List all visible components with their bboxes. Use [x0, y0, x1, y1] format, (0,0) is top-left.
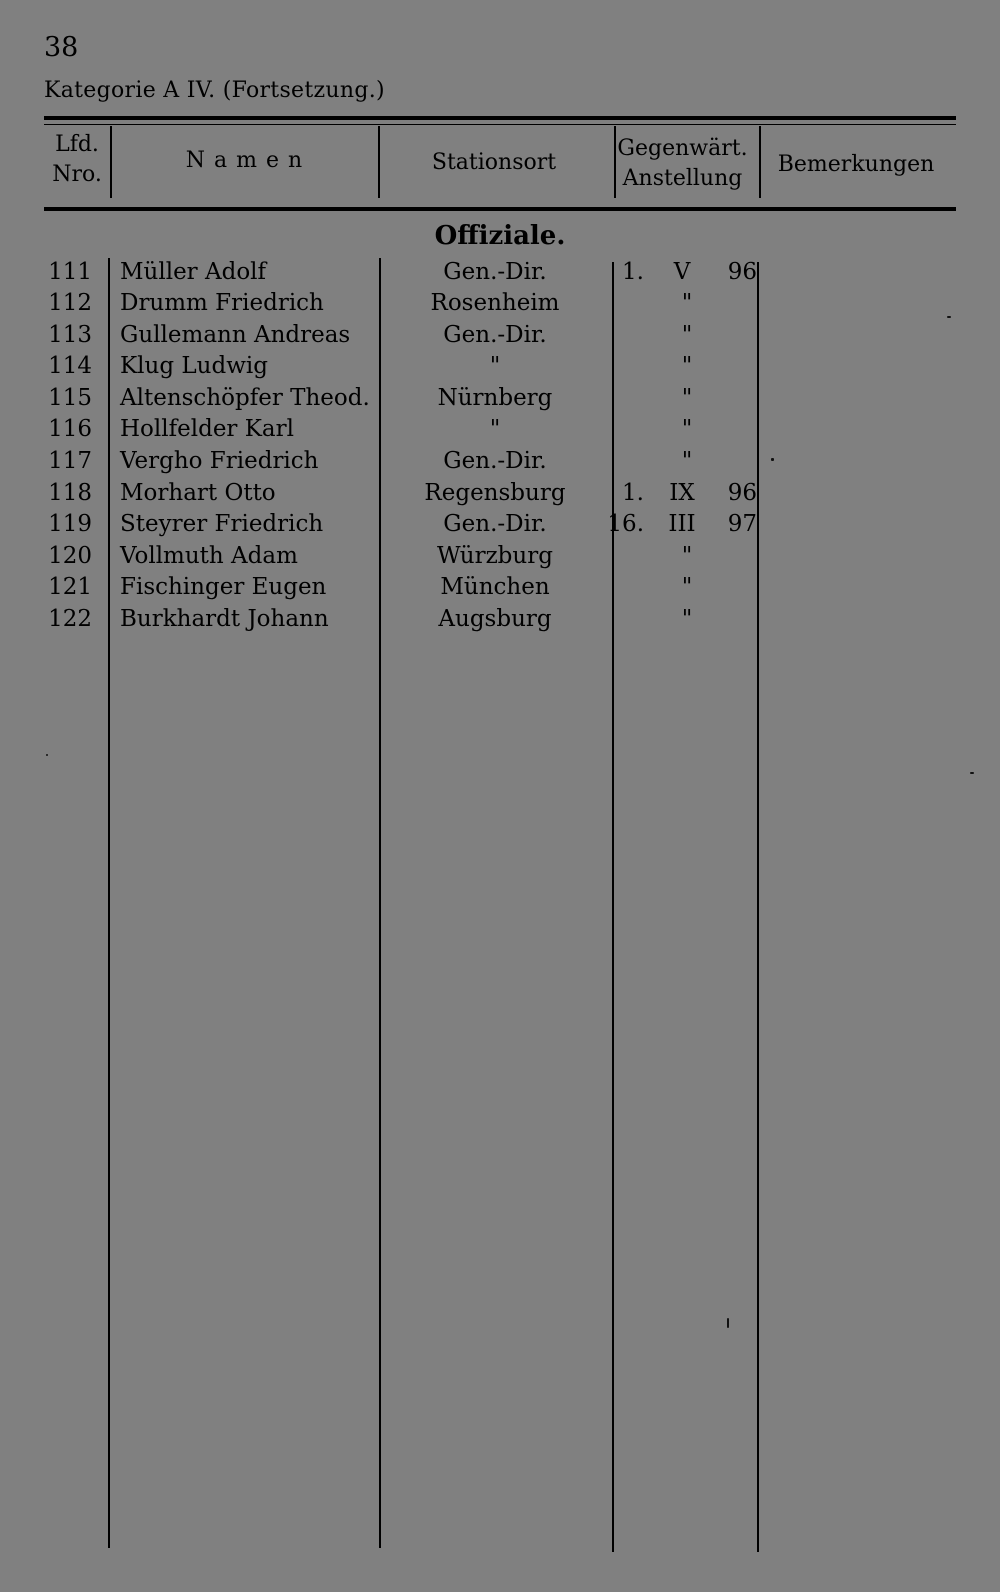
table-row — [0, 509, 1000, 540]
row-nr: 116 — [48, 416, 92, 442]
header-rule-top — [44, 116, 956, 120]
header-divider — [110, 126, 112, 198]
table-row — [0, 257, 1000, 288]
row-station: Augsburg — [438, 606, 552, 632]
table-row — [0, 383, 1000, 414]
row-station: Gen.-Dir. — [443, 322, 547, 348]
table-row — [0, 541, 1000, 572]
column-header-station: Stationsort — [431, 150, 557, 175]
row-appointment — [612, 257, 762, 288]
row-appointment — [612, 478, 762, 509]
row-nr: 114 — [48, 353, 92, 379]
appointment-year: 97 — [727, 511, 757, 537]
row-nr: 119 — [48, 511, 92, 537]
header-rule-bottom — [44, 207, 956, 211]
row-station: München — [440, 574, 550, 600]
ditto-mark: " — [681, 543, 693, 569]
row-name: Vergho Friedrich — [120, 448, 319, 474]
row-appointment — [612, 320, 762, 351]
table-row — [0, 351, 1000, 382]
scan-speck — [771, 458, 774, 461]
row-name: Morhart Otto — [120, 480, 276, 506]
row-nr: 120 — [48, 543, 92, 569]
row-appointment — [612, 572, 762, 603]
row-appointment — [612, 604, 762, 635]
ditto-mark: " — [681, 416, 693, 442]
row-station: " — [489, 353, 501, 379]
row-name: Hollfelder Karl — [120, 416, 294, 442]
row-station: Würzburg — [437, 543, 553, 569]
appointment-year: 96 — [727, 259, 757, 285]
ditto-mark: " — [681, 385, 693, 411]
row-name: Steyrer Friedrich — [120, 511, 324, 537]
row-station: Gen.-Dir. — [443, 259, 547, 285]
row-appointment — [612, 288, 762, 319]
appointment-month: III — [668, 511, 696, 537]
column-header-nr-line1: Lfd. — [55, 132, 99, 157]
table-row — [0, 478, 1000, 509]
section-title: Offiziale. — [434, 221, 566, 251]
column-header-name: N a m e n — [185, 148, 304, 173]
appointment-month: IX — [669, 480, 695, 506]
header-divider — [614, 126, 616, 198]
column-header-nr-line2: Nro. — [52, 162, 102, 187]
ditto-mark: " — [681, 448, 693, 474]
row-name: Müller Adolf — [120, 259, 267, 285]
row-nr: 112 — [48, 290, 92, 316]
row-nr: 115 — [48, 385, 92, 411]
row-name: Altenschöpfer Theod. — [120, 385, 370, 411]
row-station: Gen.-Dir. — [443, 448, 547, 474]
row-station: Nürnberg — [437, 385, 553, 411]
row-nr: 111 — [48, 259, 92, 285]
row-appointment — [612, 351, 762, 382]
row-appointment — [612, 414, 762, 445]
scan-speck — [970, 772, 974, 774]
row-station: Rosenheim — [430, 290, 560, 316]
table-row — [0, 446, 1000, 477]
row-appointment — [612, 541, 762, 572]
page-number: 38 — [44, 32, 79, 63]
row-station: " — [489, 416, 501, 442]
ditto-mark: " — [681, 322, 693, 348]
header-rule-top-thin — [44, 124, 956, 125]
row-name: Drumm Friedrich — [120, 290, 324, 316]
row-name: Klug Ludwig — [120, 353, 268, 379]
row-name: Fischinger Eugen — [120, 574, 327, 600]
table-row — [0, 320, 1000, 351]
row-station: Gen.-Dir. — [443, 511, 547, 537]
scan-speck — [727, 1318, 729, 1328]
row-appointment — [607, 509, 762, 540]
appointment-day: 16. — [607, 511, 644, 537]
ditto-mark: " — [681, 290, 693, 316]
table-row — [0, 414, 1000, 445]
appointment-day: 1. — [622, 259, 644, 285]
row-appointment — [612, 446, 762, 477]
appointment-day: 1. — [622, 480, 644, 506]
row-nr: 118 — [48, 480, 92, 506]
column-header-remarks: Bemerkungen — [777, 152, 935, 177]
table-row — [0, 288, 1000, 319]
table-row — [0, 572, 1000, 603]
scan-speck — [947, 316, 951, 318]
header-divider — [378, 126, 380, 198]
row-name: Gullemann Andreas — [120, 322, 351, 348]
row-nr: 122 — [48, 606, 92, 632]
page-subtitle: Kategorie A IV. (Fortsetzung.) — [44, 78, 385, 103]
column-header-nr — [44, 130, 110, 190]
ditto-mark: " — [681, 606, 693, 632]
row-appointment — [612, 383, 762, 414]
column-header-appointment-line2: Anstellung — [622, 166, 743, 191]
ditto-mark: " — [681, 353, 693, 379]
row-nr: 113 — [48, 322, 92, 348]
ditto-mark: " — [681, 574, 693, 600]
appointment-year: 96 — [727, 480, 757, 506]
row-name: Burkhardt Johann — [120, 606, 329, 632]
row-station: Regensburg — [424, 480, 566, 506]
header-divider — [759, 126, 761, 198]
column-header-appointment — [610, 134, 755, 194]
appointment-month: V — [673, 259, 691, 285]
row-name: Vollmuth Adam — [120, 543, 298, 569]
row-nr: 121 — [48, 574, 92, 600]
column-header-appointment-line1: Gegenwärt. — [617, 136, 748, 161]
scan-speck — [46, 754, 48, 756]
table-row — [0, 604, 1000, 635]
row-nr: 117 — [48, 448, 92, 474]
